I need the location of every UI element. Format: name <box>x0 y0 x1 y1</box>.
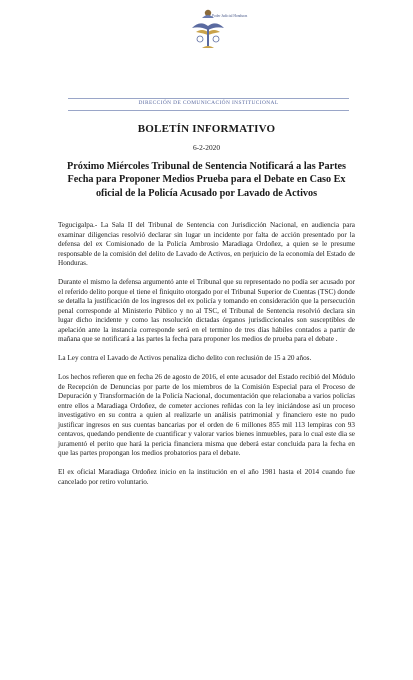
paragraph-law-penalty: La Ley contra el Lavado de Activos penaliza dicho delito con reclusión de 15 a 20 años. <box>58 354 312 362</box>
bulletin-title: BOLETÍN INFORMATIVO <box>137 123 276 135</box>
paragraph-facts: Los hechos refieren que en fecha 26 de agosto de 2016, el ente acusador del Estado recibió del Módulo de Recepción de Denuncias por parte de los miembros de la Comisión Especial para el Proceso de Depuración y Transformación de la Policía Nacional, documentación que relacionaba a varios policías entre ellos a Maradiaga Ordoñez, de cometer acciones reñidas con la ley iniciándose así un proceso investigativo en su contra a quien al realizarle un análisis patrimonial y financiero este no pudo justificar ingresos en sus cuentas bancarias por el orden de 6 millones 855 mil 113 lempiras con 93 centavos, quedando pendiente de cuantificar y valorar varios bienes inmuebles, para lo cual este dia se juramentó el perito que hará la pericia financiera misma que deberá estar concluida para la fecha en que las partes propongan los medios probatorios para el debate. <box>58 373 355 457</box>
paragraph-intro: Tegucigalpa.- La Sala II del Tribunal de Sentencia con Jurisdicción Nacional, en audiencia para examinar diligencias resolvió declarar sin lugar un incidente por falta de acción presentado por la defensa del ex Comisionado de la Policía Ambrosio Maradiaga Ordoñez, a quien se le presume responsable de la comisión del delito de Lavado de Activos, en perjuicio de la economía del Estado de Honduras. <box>58 221 355 267</box>
bulletin-date: 6-2-2020 <box>192 143 221 152</box>
article-body <box>58 221 355 497</box>
header-divider-top <box>68 98 349 99</box>
paragraph-defense-argument: Durante el mismo la defensa argumentó ante el Tribunal que su representado no podía ser acusado por el referido delito porque el tiene el finiquito otorgado por el Tribunal Superior de Cuentas (TSC) donde se detalla la justificación de los ingresos del ex policía y tomando en consideración que la persecución penal corresponde al Ministerio Público y no al TSC, el Tribunal de Sentencia resolvió declara sin lugar dicho incidente y como las resolución dictadas órganos jurisdiccionales son susceptibles de apelación ante la instancia corresponde será en el termino de tres días hábiles contados a partir de mañana que se notificará a las partes la fecha para proponer los medios de prueba para el debate . <box>58 278 355 343</box>
department-name: DIRECCIÓN DE COMUNICACIÓN INSTITUCIONAL <box>138 100 279 106</box>
headline: Próximo Miércoles Tribunal de Sentencia Notificará a las Partes Fecha para Proponer Medios Prueba para el Debate en Caso Ex oficial de la Policía Acusado por Lavado de Activos <box>67 161 346 199</box>
paragraph-career: El ex oficial Maradiaga Ordoñez inicio en la institución en el año 1981 hasta el 2014 cuando fue cancelado por retiro voluntario. <box>58 468 355 486</box>
header-divider-bottom <box>68 110 349 111</box>
logo-caption: Poder Judicial Honduras <box>212 14 248 18</box>
